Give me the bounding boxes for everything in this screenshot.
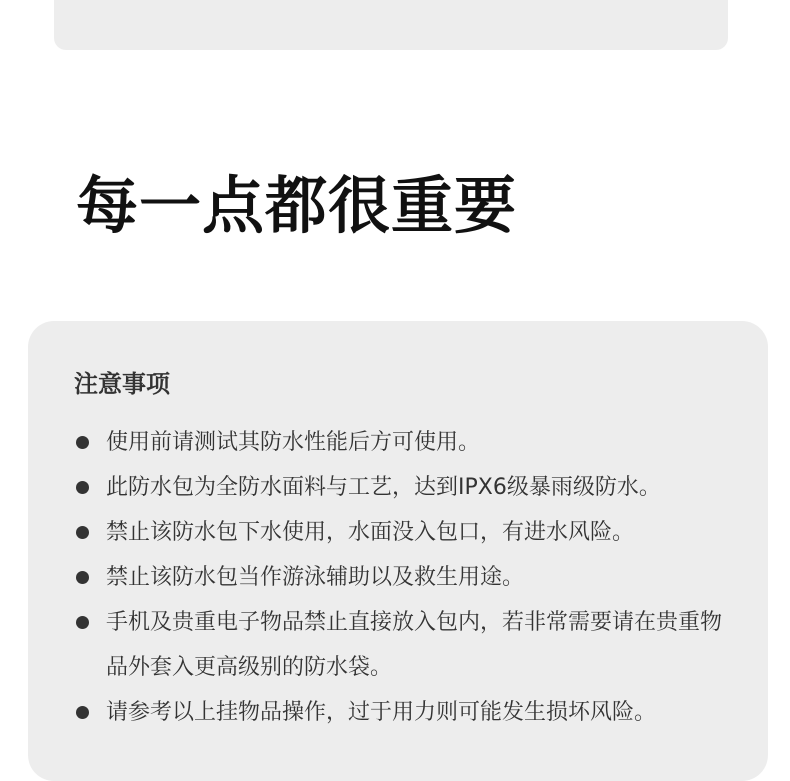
notice-item-text: 使用前请测试其防水性能后方可使用。 xyxy=(106,430,481,455)
notice-item xyxy=(74,510,734,555)
section-heading: 每一点都很重要 xyxy=(76,169,518,242)
notice-title: 注意事项 xyxy=(74,370,170,398)
notice-item xyxy=(74,600,734,690)
notice-item-text: 此防水包为全防水面料与工艺，达到IPX6级暴雨级防水。 xyxy=(106,475,661,500)
notice-item-text: 禁止该防水包当作游泳辅助以及救生用途。 xyxy=(106,565,525,590)
notice-item xyxy=(74,465,734,510)
top-card xyxy=(54,0,728,50)
bullet-icon xyxy=(76,481,89,494)
bullet-icon xyxy=(76,616,89,629)
notice-item-text: 禁止该防水包下水使用，水面没入包口，有进水风险。 xyxy=(106,520,635,545)
notice-item xyxy=(74,690,734,735)
bullet-icon xyxy=(76,436,89,449)
notice-item-text: 请参考以上挂物品操作，过于用力则可能发生损坏风险。 xyxy=(106,700,657,725)
notice-list xyxy=(74,420,734,735)
bullet-icon xyxy=(76,571,89,584)
notice-item xyxy=(74,555,734,600)
bullet-icon xyxy=(76,526,89,539)
notice-item xyxy=(74,420,734,465)
notice-item-text: 手机及贵重电子物品禁止直接放入包内，若非常需要请在贵重物品外套入更高级别的防水袋。 xyxy=(106,610,723,680)
bullet-icon xyxy=(76,706,89,719)
